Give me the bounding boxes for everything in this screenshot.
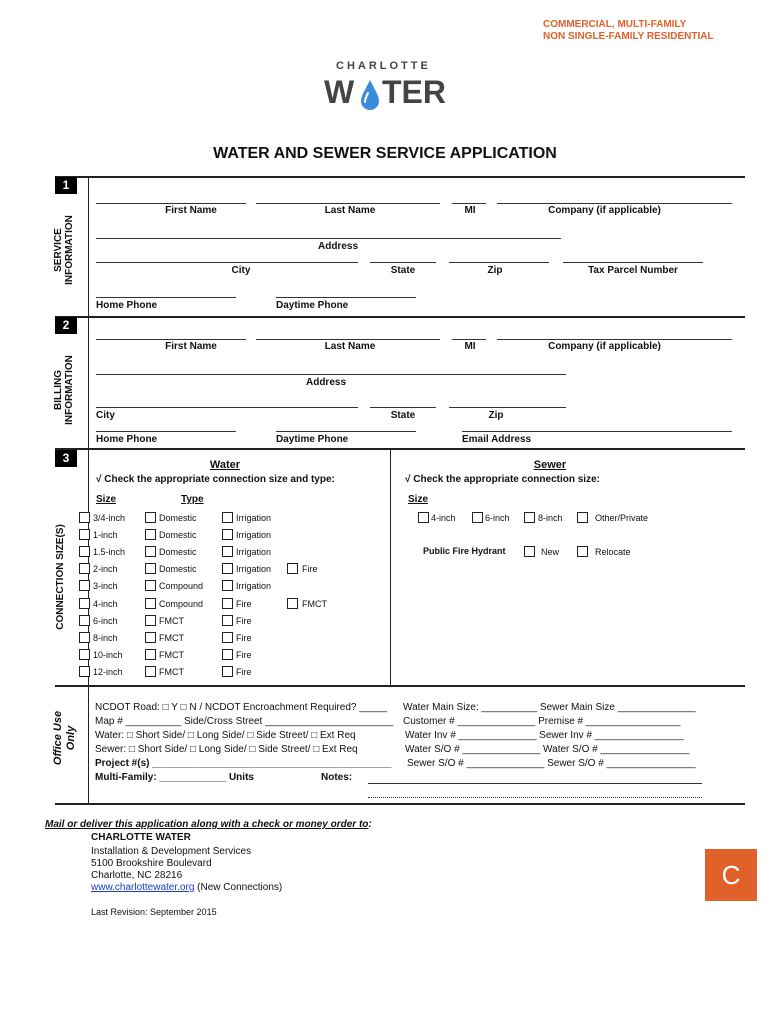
- service-city-field[interactable]: [96, 262, 358, 263]
- billing-first-name-label: First Name: [165, 341, 217, 352]
- water-type-secondary-label: Fire: [236, 633, 252, 643]
- water-type-tertiary-label: FMCT: [302, 599, 327, 609]
- water-size-label: 3/4-inch: [93, 513, 126, 523]
- water-type-secondary-checkbox[interactable]: [222, 632, 233, 643]
- section-3-side-label: CONNECTION SIZE(S): [55, 524, 66, 630]
- sewer-6-inch-label: 6-inch: [485, 513, 510, 523]
- service-zip-field[interactable]: [449, 262, 549, 263]
- water-instruction: √ Check the appropriate connection size and type:: [96, 474, 335, 485]
- water-type-secondary-label: Fire: [236, 599, 252, 609]
- hydrant-new-checkbox[interactable]: [524, 546, 535, 557]
- page-title: WATER AND SEWER SERVICE APPLICATION: [213, 145, 557, 162]
- water-size-label: 1.5-inch: [93, 547, 126, 557]
- billing-daytime-phone-label: Daytime Phone: [276, 434, 349, 445]
- office-notes-label: Notes:: [321, 772, 353, 783]
- office-customer-line: Customer # ______________ Premise # _________________: [403, 716, 681, 727]
- service-last-name-field[interactable]: [256, 203, 440, 204]
- brand-badge: [705, 849, 757, 901]
- billing-mi-label: MI: [464, 341, 476, 352]
- water-size-checkbox[interactable]: [79, 649, 90, 660]
- section-2-side-label: [53, 350, 75, 430]
- water-type-secondary-checkbox[interactable]: [222, 563, 233, 574]
- billing-address-field[interactable]: [96, 374, 566, 375]
- water-size-label: 4-inch: [93, 599, 118, 609]
- service-tax-parcel-field[interactable]: [563, 262, 703, 263]
- water-type-tertiary-label: Fire: [302, 564, 318, 574]
- water-type-primary-checkbox[interactable]: [145, 546, 156, 557]
- brand-badge-letter: C: [721, 860, 741, 890]
- water-type-secondary-checkbox[interactable]: [222, 666, 233, 677]
- water-type-primary-label: Domestic: [159, 530, 197, 540]
- sewer-instruction: √ Check the appropriate connection size:: [405, 474, 600, 485]
- mail-instruction: Mail or deliver this application along with a check or money order to:: [45, 819, 372, 830]
- water-type-secondary-label: Fire: [236, 650, 252, 660]
- logo-ter-text: TER: [382, 74, 446, 110]
- service-first-name-label: First Name: [165, 205, 217, 216]
- office-water-so-line: Water S/O # ______________ Water S/O # ________________: [405, 744, 690, 755]
- water-sewer-divider: [390, 449, 391, 685]
- water-type-secondary-label: Irrigation: [236, 581, 272, 591]
- service-first-name-field[interactable]: [96, 203, 246, 204]
- service-tax-parcel-label: Tax Parcel Number: [588, 265, 678, 276]
- water-type-primary-label: Compound: [159, 581, 204, 591]
- water-size-label: 8-inch: [93, 633, 118, 643]
- service-last-name-label: Last Name: [324, 205, 376, 216]
- hydrant-relocate-label: Relocate: [595, 547, 631, 557]
- water-drop-icon: [360, 80, 380, 110]
- water-type-primary-checkbox[interactable]: [145, 529, 156, 540]
- billing-home-phone-label: Home Phone: [96, 434, 158, 445]
- water-size-checkbox[interactable]: [79, 598, 90, 609]
- office-sewer-so-line: Sewer S/O # ______________ Sewer S/O # ________________: [407, 758, 696, 769]
- service-zip-label: Zip: [487, 265, 503, 276]
- sewer-other-private-checkbox[interactable]: [577, 512, 588, 523]
- water-type-secondary-checkbox[interactable]: [222, 598, 233, 609]
- water-type-secondary-checkbox[interactable]: [222, 512, 233, 523]
- water-type-secondary-checkbox[interactable]: [222, 546, 233, 557]
- water-type-primary-checkbox[interactable]: [145, 580, 156, 591]
- sewer-8-inch-checkbox[interactable]: [524, 512, 535, 523]
- water-size-checkbox[interactable]: [79, 666, 90, 677]
- section-1-side-label: [53, 210, 75, 290]
- sewer-4-inch-label: 4-inch: [431, 513, 456, 523]
- billing-company-label: Company (if applicable): [548, 341, 661, 352]
- billing-daytime-phone-field[interactable]: [276, 431, 416, 432]
- footer-org-name: CHARLOTTE WATER: [91, 832, 191, 843]
- water-size-checkbox[interactable]: [79, 546, 90, 557]
- water-type-primary-checkbox[interactable]: [145, 632, 156, 643]
- public-fire-hydrant-label: Public Fire Hydrant: [423, 546, 506, 556]
- water-title: Water: [209, 459, 241, 471]
- billing-city-label: City: [96, 410, 115, 421]
- office-inv-line: Water Inv # ______________ Sewer Inv # ________________: [405, 730, 684, 741]
- water-size-checkbox[interactable]: [79, 580, 90, 591]
- footer-website-note: (New Connections): [197, 882, 283, 893]
- service-state-label: State: [390, 265, 416, 276]
- logo-top-text: CHARLOTTE: [336, 60, 431, 72]
- billing-state-field[interactable]: [370, 407, 436, 408]
- billing-mi-field[interactable]: [452, 339, 486, 340]
- service-company-label: Company (if applicable): [548, 205, 661, 216]
- water-type-primary-checkbox[interactable]: [145, 649, 156, 660]
- billing-city-field[interactable]: [96, 407, 358, 408]
- footer-city-state: Charlotte, NC 28216: [91, 870, 183, 881]
- water-type-tertiary-checkbox[interactable]: [287, 563, 298, 574]
- water-type-primary-checkbox[interactable]: [145, 563, 156, 574]
- billing-last-name-label: Last Name: [324, 341, 376, 352]
- service-city-label: City: [231, 265, 251, 276]
- office-notes-field-1[interactable]: [368, 783, 702, 784]
- service-address-field[interactable]: [96, 238, 561, 239]
- billing-last-name-field[interactable]: [256, 339, 440, 340]
- section-2-number: 2: [55, 317, 77, 334]
- water-size-label: 2-inch: [93, 564, 118, 574]
- billing-zip-field[interactable]: [449, 407, 566, 408]
- billing-company-field[interactable]: [497, 339, 732, 340]
- footer-website-line: [91, 882, 282, 893]
- water-size-checkbox[interactable]: [79, 512, 90, 523]
- water-size-header: Size: [96, 494, 117, 505]
- water-type-header: Type: [181, 494, 204, 505]
- office-water-main-line: Water Main Size: __________ Sewer Main Size ______________: [403, 702, 696, 713]
- water-size-checkbox[interactable]: [79, 615, 90, 626]
- water-type-primary-label: Domestic: [159, 513, 197, 523]
- service-address-label: Address: [317, 241, 358, 252]
- service-home-phone-field[interactable]: [96, 297, 236, 298]
- water-size-label: 3-inch: [93, 581, 118, 591]
- section-1-top-rule: [55, 176, 745, 178]
- section-1-left-rule: [88, 177, 89, 317]
- sewer-4-inch-checkbox[interactable]: [418, 512, 429, 523]
- section-1-side-label-line2: INFORMATION: [64, 215, 75, 285]
- water-type-primary-checkbox[interactable]: [145, 598, 156, 609]
- office-map-line: Map # __________ Side/Cross Street _______________________: [95, 716, 394, 727]
- water-type-secondary-label: Fire: [236, 616, 252, 626]
- water-type-secondary-label: Fire: [236, 667, 252, 677]
- water-type-primary-label: FMCT: [159, 650, 184, 660]
- billing-first-name-field[interactable]: [96, 339, 246, 340]
- water-size-label: 1-inch: [93, 530, 118, 540]
- form-type-label-1: COMMERCIAL, MULTI-FAMILY: [543, 19, 687, 30]
- water-type-secondary-checkbox[interactable]: [222, 580, 233, 591]
- office-project-line: Project #(s) ___________________________________________: [95, 758, 392, 769]
- water-type-primary-label: Domestic: [159, 564, 197, 574]
- water-type-secondary-label: Irrigation: [236, 547, 272, 557]
- section-1-side-label-line1: SERVICE: [53, 228, 64, 272]
- charlotte-water-logo: [320, 58, 450, 118]
- sewer-6-inch-checkbox[interactable]: [472, 512, 483, 523]
- service-mi-label: MI: [464, 205, 476, 216]
- sewer-8-inch-label: 8-inch: [538, 513, 563, 523]
- water-type-secondary-checkbox[interactable]: [222, 529, 233, 540]
- water-size-label: 10-inch: [93, 650, 123, 660]
- water-type-primary-label: FMCT: [159, 616, 184, 626]
- water-type-tertiary-checkbox[interactable]: [287, 598, 298, 609]
- billing-home-phone-field[interactable]: [96, 431, 236, 432]
- water-type-secondary-label: Irrigation: [236, 513, 272, 523]
- section-2-side-label-line1: BILLING: [53, 370, 64, 410]
- form-type-label-2: NON SINGLE-FAMILY RESIDENTIAL: [543, 31, 714, 42]
- footer-street: 5100 Brookshire Boulevard: [91, 858, 212, 869]
- footer-department: Installation & Development Services: [91, 846, 252, 857]
- water-type-secondary-label: Irrigation: [236, 530, 272, 540]
- water-type-primary-label: Domestic: [159, 547, 197, 557]
- billing-email-field[interactable]: [462, 431, 732, 432]
- water-type-primary-checkbox[interactable]: [145, 615, 156, 626]
- office-bottom-rule: [55, 803, 745, 805]
- service-daytime-phone-field[interactable]: [276, 297, 416, 298]
- office-ncdot-line: NCDOT Road: □ Y □ N / NCDOT Encroachment Required? _____: [95, 702, 388, 713]
- section-3-number: 3: [55, 450, 77, 467]
- footer-website-link[interactable]: www.charlottewater.org: [91, 882, 195, 893]
- water-type-primary-checkbox[interactable]: [145, 512, 156, 523]
- office-side-label-line2: Only: [65, 725, 77, 751]
- office-side-label: [52, 703, 78, 773]
- section-2-left-rule: [88, 317, 89, 448]
- section-1-number: 1: [55, 177, 77, 194]
- office-notes-field-2[interactable]: [368, 797, 702, 798]
- billing-zip-label: Zip: [488, 410, 504, 421]
- water-size-checkbox[interactable]: [79, 529, 90, 540]
- office-sewer-side-line: Sewer: □ Short Side/ □ Long Side/ □ Side Street/ □ Ext Req: [95, 744, 358, 755]
- section-3-top-rule: [55, 448, 745, 450]
- office-left-rule: [88, 686, 89, 804]
- water-type-secondary-checkbox[interactable]: [222, 649, 233, 660]
- hydrant-new-label: New: [541, 547, 560, 557]
- water-size-checkbox[interactable]: [79, 563, 90, 574]
- water-type-primary-checkbox[interactable]: [145, 666, 156, 677]
- service-home-phone-label: Home Phone: [96, 300, 158, 311]
- last-revision: Last Revision: September 2015: [91, 907, 217, 917]
- sewer-title: Sewer: [533, 459, 567, 471]
- water-size-label: 12-inch: [93, 667, 123, 677]
- section-2-top-rule: [55, 316, 745, 318]
- service-mi-field[interactable]: [452, 203, 486, 204]
- billing-state-label: State: [390, 410, 416, 421]
- hydrant-relocate-checkbox[interactable]: [577, 546, 588, 557]
- water-size-checkbox[interactable]: [79, 632, 90, 643]
- water-type-secondary-checkbox[interactable]: [222, 615, 233, 626]
- sewer-other-private-label: Other/Private: [595, 513, 649, 523]
- office-water-side-line: Water: □ Short Side/ □ Long Side/ □ Side Street/ □ Ext Req: [95, 730, 356, 741]
- sewer-size-header: Size: [408, 494, 429, 505]
- logo-w-letter: W: [324, 74, 355, 110]
- office-multifamily-line: Multi-Family: ____________ Units: [95, 772, 254, 783]
- water-size-label: 6-inch: [93, 616, 118, 626]
- water-type-primary-label: Compound: [159, 599, 204, 609]
- water-type-secondary-label: Irrigation: [236, 564, 272, 574]
- office-top-rule: [55, 685, 745, 687]
- service-state-field[interactable]: [370, 262, 436, 263]
- mail-instruction-text: Mail or deliver this application along with a check or money order to: [45, 819, 369, 830]
- billing-address-label: Address: [305, 377, 346, 388]
- section-2-side-label-line2: INFORMATION: [64, 355, 75, 425]
- water-type-primary-label: FMCT: [159, 633, 184, 643]
- billing-email-label: Email Address: [462, 434, 532, 445]
- water-type-primary-label: FMCT: [159, 667, 184, 677]
- office-side-label-line1: Office Use: [52, 710, 64, 766]
- service-daytime-phone-label: Daytime Phone: [276, 300, 349, 311]
- service-company-field[interactable]: [497, 203, 732, 204]
